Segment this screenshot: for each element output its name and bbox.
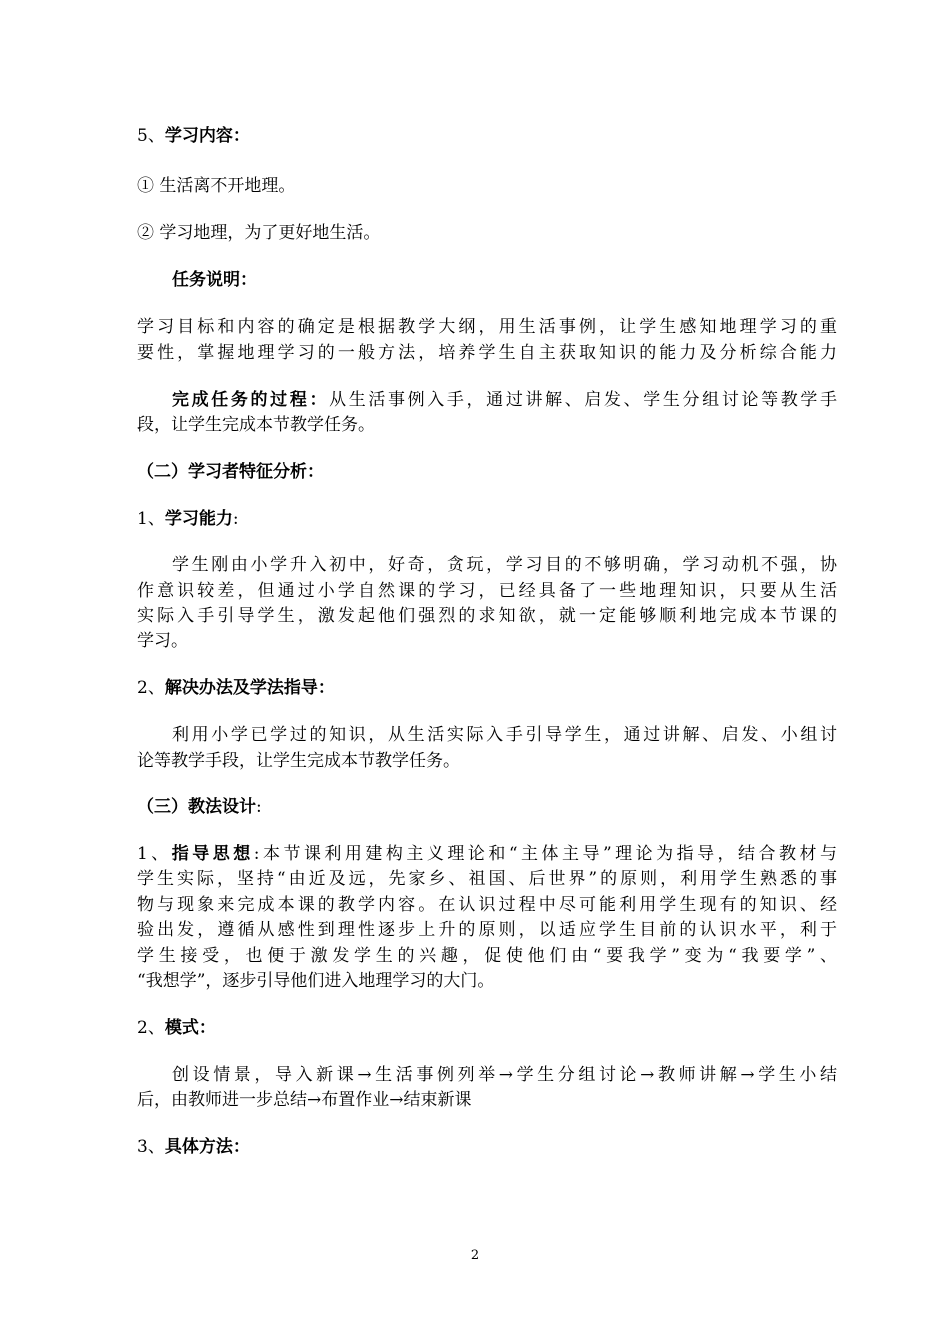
- section-heading-learner-analysis: （二）学习者特征分析：: [137, 462, 324, 482]
- paragraph-line: 学生接受，也便于激发学生的兴趣，促使他们由“要我学”变为“我要学”、: [137, 946, 837, 966]
- paragraph-line: 验出发，遵循从感性到理性逐步上升的原则，以适应学生目前的认识水平，利于: [137, 920, 837, 940]
- paragraph-line: 论等教学手段，让学生完成本节教学任务。: [137, 751, 460, 771]
- paragraph-line: “我想学”，逐步引导他们进入地理学习的大门。: [137, 971, 495, 991]
- paragraph-line: 创设情景，导入新课→生活事例列举→学生分组讨论→教师讲解→学生小结: [172, 1065, 837, 1085]
- content-item-1: ① 生活离不开地理。: [137, 176, 296, 196]
- heading-study-content: 5、学习内容：: [137, 126, 250, 146]
- paragraph-line: 后，由教师进一步总结→布置作业→结束新课: [137, 1090, 472, 1110]
- paragraph-line: 学生实际，坚持“由近及远，先家乡、祖国、后世界”的原则，利用学生熟悉的事: [137, 869, 837, 889]
- heading-task-description: 任务说明：: [172, 270, 257, 290]
- paragraph-line: 物与现象来完成本课的教学内容。在认识过程中尽可能利用学生现有的知识、经: [137, 895, 837, 915]
- page-number: 2: [470, 1248, 480, 1263]
- paragraph-task-process: 完成任务的过程：从生活事例入手，通过讲解、启发、学生分组讨论等教学手: [172, 390, 838, 410]
- heading-learning-ability: 1、学习能力:: [137, 509, 239, 529]
- paragraph-line: 学生刚由小学升入初中，好奇，贪玩，学习目的不够明确，学习动机不强，协: [172, 555, 837, 575]
- paragraph-line: 学习。: [137, 631, 188, 651]
- section-heading-teaching-design: （三）教法设计:: [137, 797, 262, 817]
- paragraph-line: 利用小学已学过的知识，从生活实际入手引导学生，通过讲解、启发、小组讨: [172, 725, 837, 745]
- paragraph-line: 学习目标和内容的确定是根据教学大纲，用生活事例，让学生感知地理学习的重: [137, 317, 837, 337]
- heading-solution-method: 2、解决办法及学法指导：: [137, 678, 335, 698]
- paragraph-guiding-idea: 1、指导思想:本节课利用建构主义理论和“主体主导”理论为指导，结合教材与: [137, 844, 837, 864]
- content-item-2: ② 学习地理，为了更好地生活。: [137, 223, 381, 243]
- paragraph-line: 要性，掌握地理学习的一般方法，培养学生自主获取知识的能力及分析综合能力: [137, 343, 837, 363]
- paragraph-line: 作意识较差，但通过小学自然课的学习，已经具备了一些地理知识，只要从生活: [137, 581, 837, 601]
- heading-mode: 2、模式：: [137, 1018, 216, 1038]
- paragraph-line: 实际入手引导学生，激发起他们强烈的求知欲，就一定能够顺利地完成本节课的: [137, 606, 837, 626]
- heading-specific-methods: 3、具体方法：: [137, 1137, 250, 1157]
- paragraph-line: 段，让学生完成本节教学任务。: [137, 415, 375, 435]
